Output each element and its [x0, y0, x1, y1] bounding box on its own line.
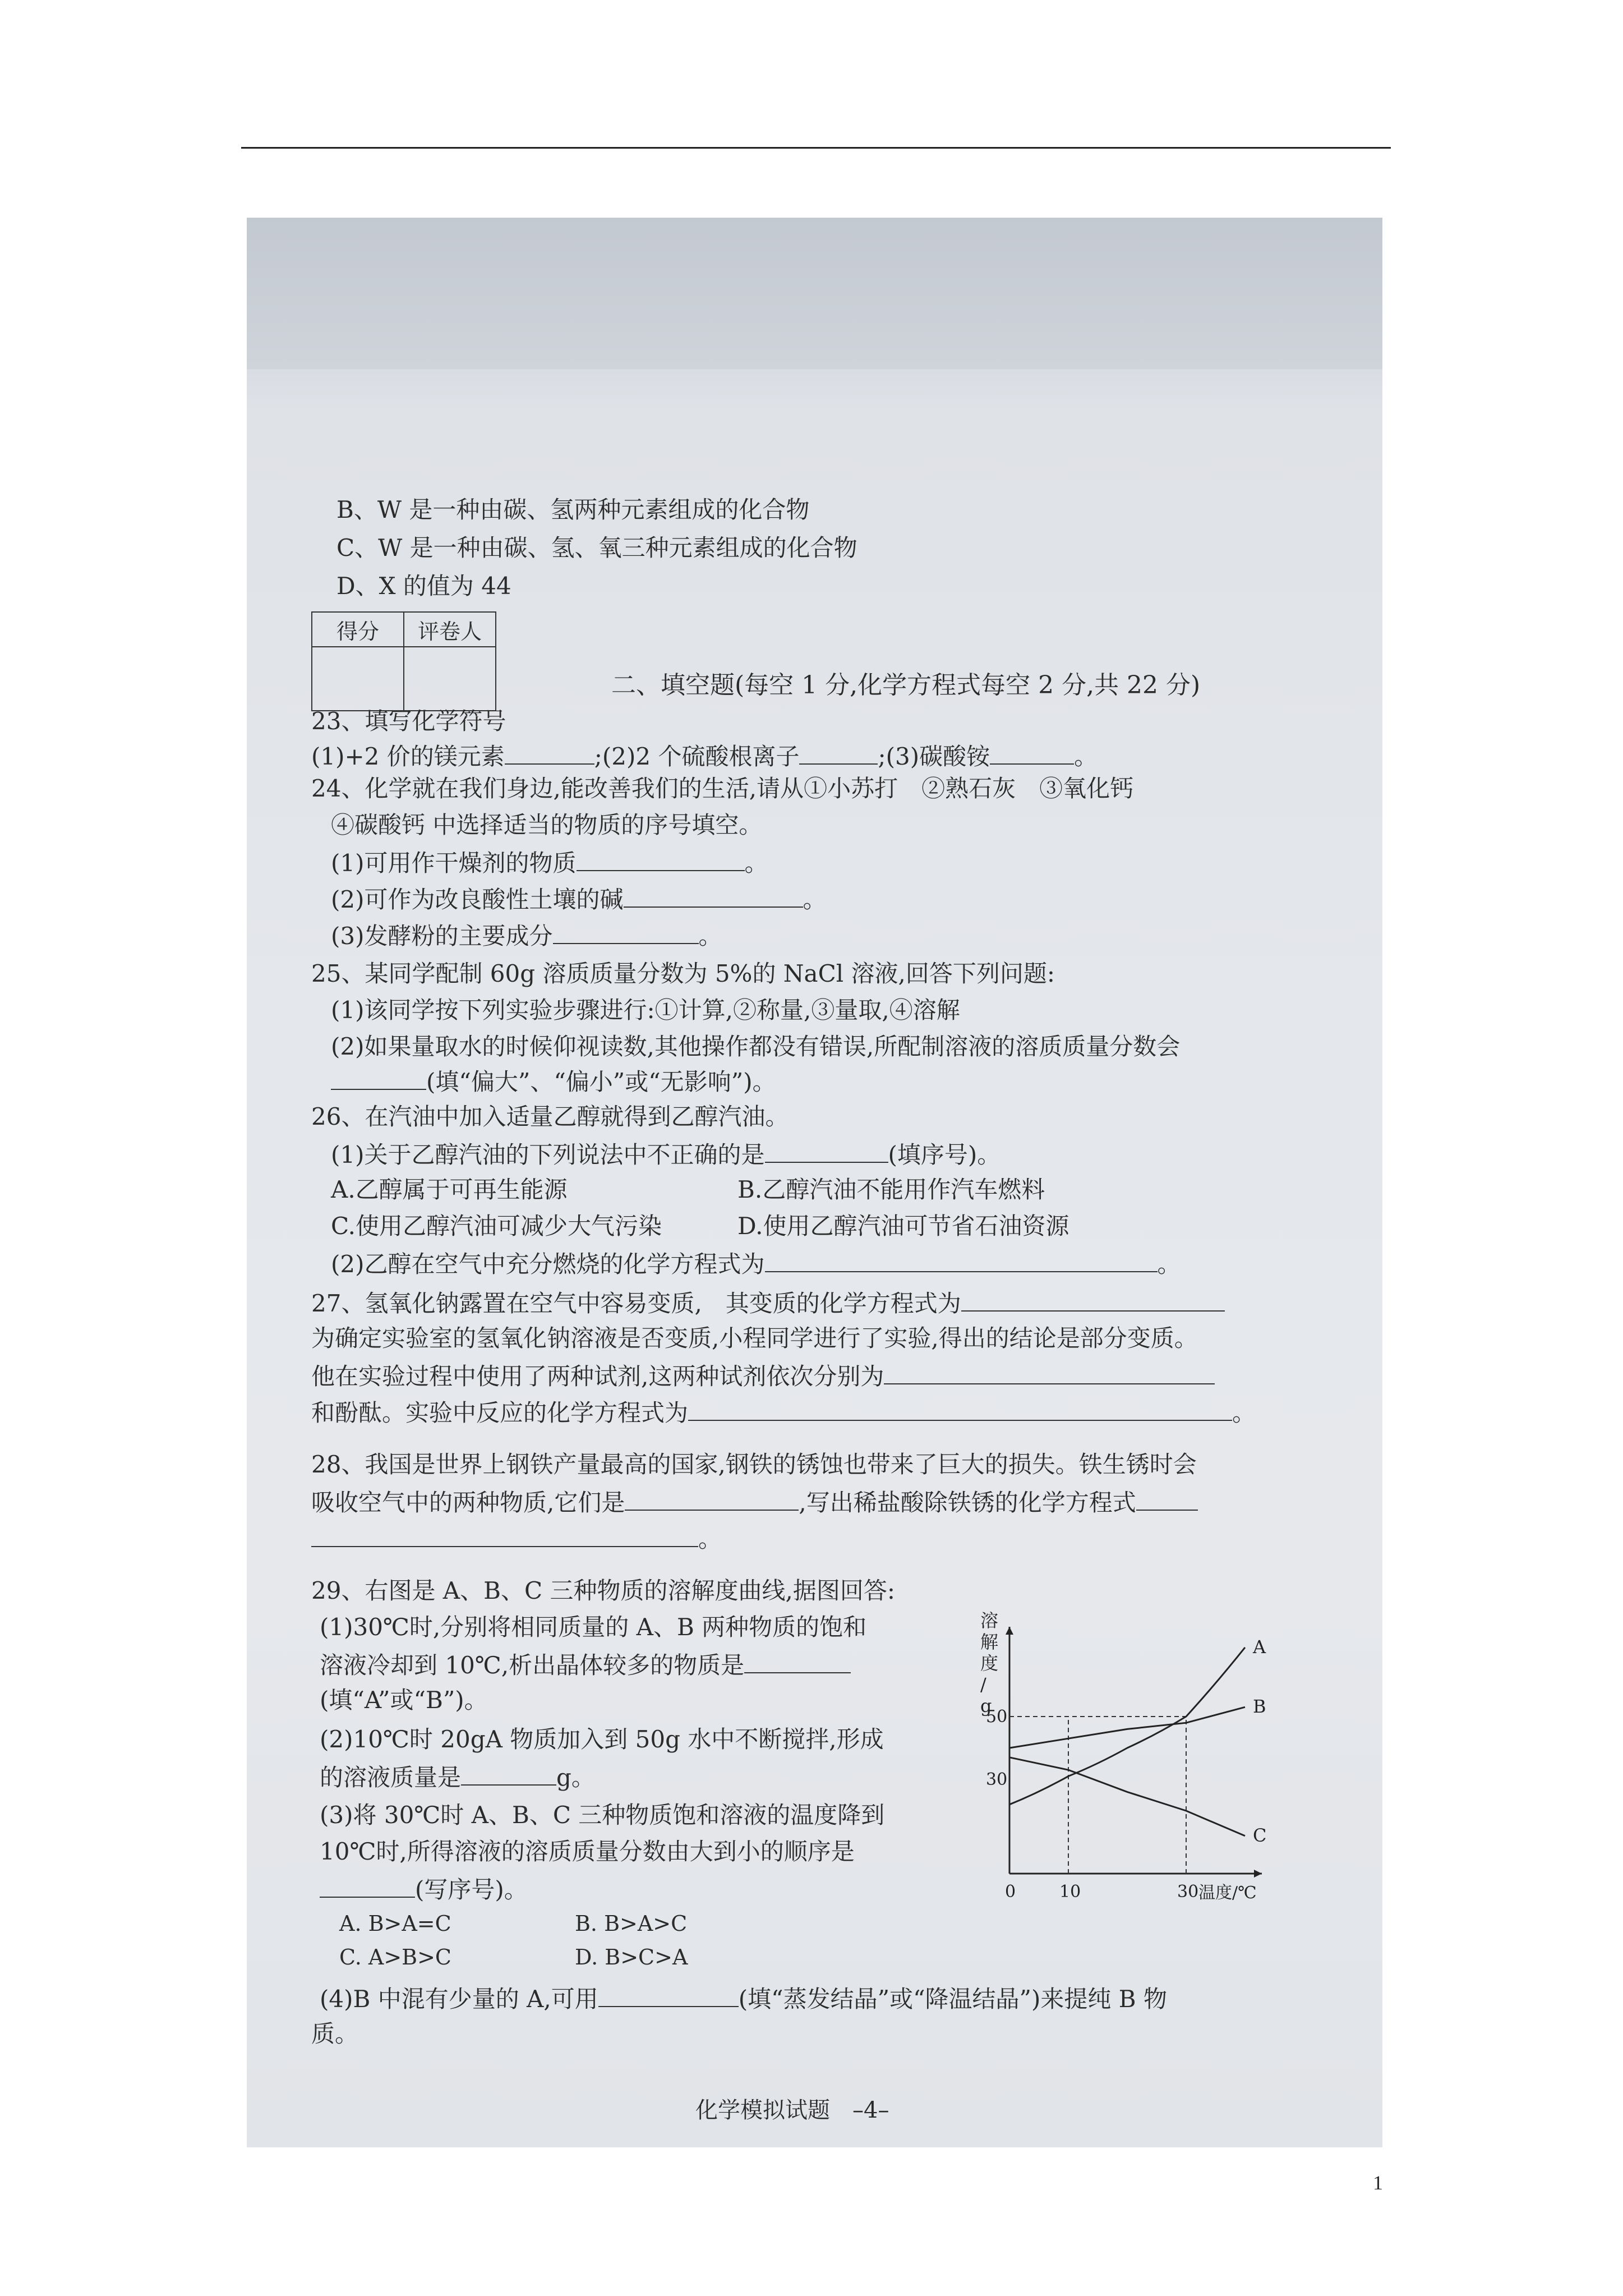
page-number: 1	[1373, 2171, 1383, 2194]
q27-l4-line	[311, 1400, 1256, 1425]
q26-title: 26、在汽油中加入适量乙醇就得到乙醇汽油。	[311, 1103, 789, 1130]
q29-option-b: B. B>A>C	[575, 1911, 688, 1936]
grader-cell[interactable]	[404, 647, 496, 711]
series-curve-a	[1009, 1648, 1245, 1805]
y-axis-label-char: g	[980, 1695, 992, 1717]
q29-p1a: (1)30℃时,分别将相同质量的 A、B 两种物质的饱和	[320, 1613, 867, 1641]
header-rule	[241, 147, 1391, 149]
q26-end: 。	[1157, 1250, 1181, 1278]
x-axis-arrow	[1254, 1870, 1262, 1878]
q29-blank-2[interactable]	[461, 1764, 556, 1786]
q29-p1b: 溶液冷却到 10℃,析出晶体较多的物质是	[320, 1651, 745, 1679]
y-tick-label: 50	[986, 1707, 1008, 1727]
option-b: B、W 是一种由碳、氢两种元素组成的化合物	[336, 496, 810, 523]
y-axis-label-char: /	[980, 1674, 986, 1695]
q23-p1: (1)+2 价的镁元素	[311, 743, 505, 770]
q29-p3c: (写序号)。	[415, 1876, 528, 1903]
q27-blank-2[interactable]	[884, 1363, 1215, 1384]
q24-p1-text: (1)可用作干燥剂的物质	[331, 849, 577, 877]
q29-p3b: 10℃时,所得溶液的溶质质量分数由大到小的顺序是	[320, 1838, 855, 1865]
q28-l2: 吸收空气中的两种物质,它们是	[311, 1489, 625, 1516]
q24-p2	[331, 886, 827, 912]
q23-title: 23、填写化学符号	[311, 707, 506, 735]
q27-blank-3[interactable]	[688, 1400, 1232, 1421]
q26-p2: (2)乙醇在空气中充分燃烧的化学方程式为	[331, 1250, 765, 1278]
q24-end-1: 。	[744, 849, 768, 877]
q26-blank-2[interactable]	[765, 1251, 1158, 1272]
series-curve-b	[1009, 1707, 1245, 1748]
option-c: C、W 是一种由碳、氢、氧三种元素组成的化合物	[336, 534, 857, 562]
q29-blank-3[interactable]	[320, 1876, 415, 1898]
q26-p2-line	[331, 1251, 1181, 1276]
q23-blank-3[interactable]	[990, 743, 1074, 765]
q29-option-c: C. A>B>C	[339, 1945, 452, 1970]
q24-blank-3[interactable]	[553, 923, 699, 944]
q24-end-2: 。	[803, 886, 827, 913]
q27-l3: 他在实验过程中使用了两种试剂,这两种试剂依次分别为	[311, 1363, 884, 1390]
q26-p1: (1)关于乙醇汽油的下列说法中不正确的是	[331, 1141, 765, 1168]
y-axis-label-char: 度	[980, 1653, 999, 1674]
grader-header: 评卷人	[404, 612, 496, 647]
series-curve-c	[1009, 1757, 1245, 1836]
q28-end: 。	[698, 1525, 722, 1553]
y-axis-arrow	[1006, 1627, 1013, 1635]
page-footer: 化学模拟试题 –4–	[695, 2097, 889, 2123]
q29-blank-4[interactable]	[598, 1986, 739, 2007]
q29-option-a: A. B>A=C	[339, 1911, 451, 1936]
q24-blank-2[interactable]	[624, 886, 803, 908]
q25-p2b: (填“偏大”、“偏小”或“无影响”)。	[426, 1068, 776, 1096]
q29-p4-line	[320, 1986, 1167, 2011]
series-label-c: C	[1253, 1824, 1267, 1846]
q26-option-c: C.使用乙醇汽油可减少大气污染	[331, 1212, 662, 1240]
solubility-chart-svg	[970, 1610, 1284, 1924]
q26-blank-1[interactable]	[765, 1142, 888, 1163]
q24-blank-1[interactable]	[577, 850, 745, 871]
series-label-b: B	[1253, 1696, 1266, 1718]
q23-blank-1[interactable]	[505, 743, 594, 765]
q28-blank-2[interactable]	[1136, 1489, 1198, 1511]
q29-p2c: g。	[556, 1764, 595, 1791]
section-title: 二、填空题(每空 1 分,化学方程式每空 2 分,共 22 分)	[611, 671, 1201, 700]
score-cell[interactable]	[312, 647, 404, 711]
q29-title: 29、右图是 A、B、C 三种物质的溶解度曲线,据图回答:	[311, 1577, 895, 1604]
x-tick-label: 10	[1059, 1882, 1081, 1902]
q24-p3-text: (3)发酵粉的主要成分	[331, 922, 553, 950]
q23-end: 。	[1074, 743, 1098, 770]
option-d: D、X 的值为 44	[336, 572, 511, 600]
q23-blank-2[interactable]	[799, 743, 878, 765]
photo-shadow	[247, 218, 1382, 369]
q25-title: 25、某同学配制 60g 溶质质量分数为 5%的 NaCl 溶液,回答下列问题:	[311, 960, 1055, 987]
q29-option-d: D. B>C>A	[575, 1945, 688, 1970]
q29-p4a: (4)B 中混有少量的 A,可用	[320, 1985, 598, 2013]
q28-l2-line	[311, 1489, 1198, 1515]
q27-l2: 为确定实验室的氢氧化钠溶液是否变质,小程同学进行了实验,得出的结论是部分变质。	[311, 1324, 1198, 1352]
q26-option-d: D.使用乙醇汽油可节省石油资源	[737, 1212, 1069, 1240]
q24-p3	[331, 923, 722, 948]
q29-p4b: (填“蒸发结晶”或“降温结晶”)来提纯 B 物	[738, 1985, 1167, 2013]
q23-line	[311, 743, 1098, 769]
y-axis-label-char: 溶	[980, 1610, 999, 1631]
score-header: 得分	[312, 612, 404, 647]
series-label-a: A	[1253, 1636, 1266, 1658]
y-axis-label-char: 解	[980, 1631, 999, 1653]
q24-p2-text: (2)可作为改良酸性土壤的碱	[331, 886, 624, 913]
q26-p1-line	[331, 1142, 1000, 1167]
q27-l1: 27、氢氧化钠露置在空气中容易变质, 其变质的化学方程式为	[311, 1290, 961, 1317]
x-axis-label: 温度/℃	[1198, 1883, 1257, 1903]
q28-l1: 28、我国是世界上钢铁产量最高的国家,钢铁的锈蚀也带来了巨大的损失。铁生锈时会	[311, 1451, 1197, 1478]
q29-p1b-line	[320, 1652, 851, 1677]
q25-p2: (2)如果量取水的时候仰视读数,其他操作都没有错误,所配制溶液的溶质质量分数会	[331, 1033, 1181, 1060]
q23-p3: ;(3)碳酸铵	[878, 743, 990, 770]
x-tick-label: 0	[1005, 1882, 1016, 1902]
q27-end: 。	[1232, 1399, 1256, 1427]
q29-p1c: (填“A”或“B”)。	[320, 1686, 488, 1714]
q25-p2b-line	[331, 1069, 776, 1094]
q25-blank[interactable]	[331, 1069, 426, 1090]
q28-blank-3[interactable]	[311, 1526, 698, 1547]
q27-l1-line	[311, 1290, 1225, 1315]
q24-p1	[331, 850, 768, 875]
x-tick-label: 30	[1177, 1882, 1199, 1902]
q26-p1b: (填序号)。	[888, 1141, 1001, 1168]
q27-blank-1[interactable]	[961, 1290, 1225, 1312]
q26-option-b: B.乙醇汽油不能用作汽车燃料	[737, 1176, 1045, 1203]
q29-blank-1[interactable]	[744, 1652, 851, 1673]
q26-option-a: A.乙醇属于可再生能源	[331, 1176, 568, 1203]
q29-p2b-line	[320, 1764, 595, 1789]
q24-end-3: 。	[698, 922, 722, 950]
y-tick-label: 30	[986, 1770, 1008, 1789]
q28-l3-line	[311, 1526, 722, 1551]
q28-l2b: ,写出稀盐酸除铁锈的化学方程式	[799, 1489, 1136, 1516]
q27-l3-line	[311, 1363, 1215, 1388]
q24-line2: ④碳酸钙 中选择适当的物质的序号填空。	[331, 811, 763, 839]
q29-p4c: 质。	[311, 2020, 359, 2047]
q29-p3c-line	[320, 1876, 528, 1902]
q25-p1: (1)该同学按下列实验步骤进行:①计算,②称量,③量取,④溶解	[331, 996, 960, 1024]
q29-p2b: 的溶液质量是	[320, 1764, 462, 1791]
q24-title: 24、化学就在我们身边,能改善我们的生活,请从①小苏打 ②熟石灰 ③氧化钙	[311, 775, 1134, 802]
q29-p3a: (3)将 30℃时 A、B、C 三种物质饱和溶液的温度降到	[320, 1801, 885, 1829]
q27-l4: 和酚酞。实验中反应的化学方程式为	[311, 1399, 689, 1427]
score-table	[311, 611, 496, 711]
q28-blank-1[interactable]	[625, 1489, 799, 1511]
solubility-chart	[970, 1610, 1284, 1924]
q29-p2a: (2)10℃时 20gA 物质加入到 50g 水中不断搅拌,形成	[320, 1726, 884, 1753]
q23-p2: ;(2)2 个硫酸根离子	[594, 743, 800, 770]
